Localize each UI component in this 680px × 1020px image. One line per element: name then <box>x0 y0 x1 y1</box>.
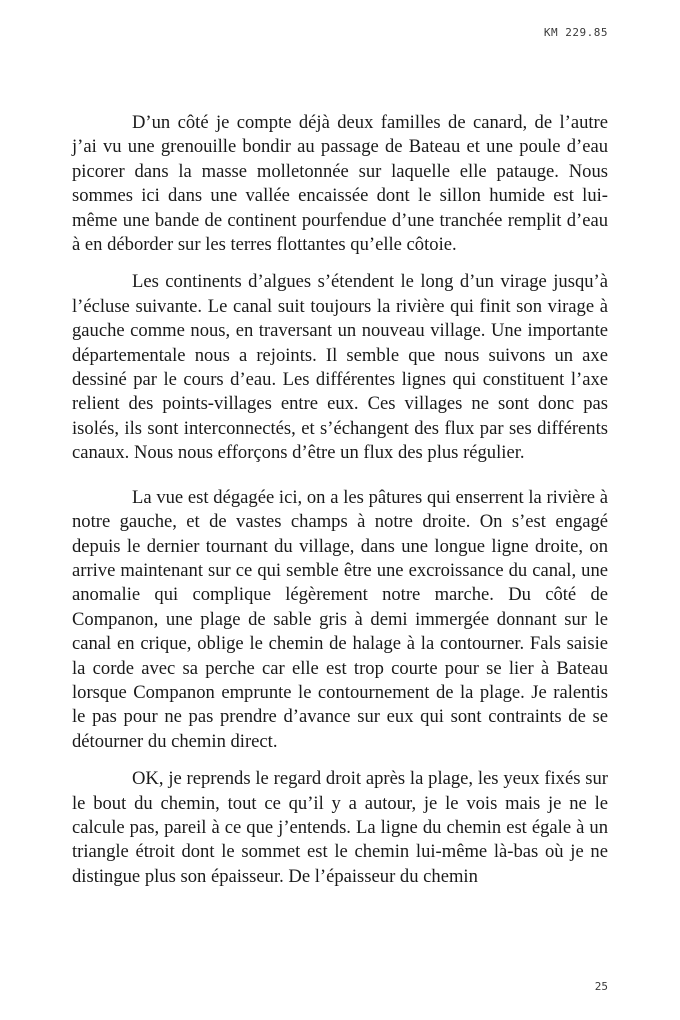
body-text <box>72 111 608 902</box>
paragraph: D’un côté je compte déjà deux familles de canard, de l’autre j’ai vu une grenouille bondir au passage de Bateau et une poule d’eau picorer dans la masse molletonnée sur laquelle elle patauge. Nous sommes ici dans une vallée encaissée dont le sillon humide est lui-même une bande de continent pourfendue d’une tranchée remplit d’eau à en déborder sur les terres flottantes qu’elle côtoie. <box>72 112 608 256</box>
running-header-code: KM 229.85 <box>543 26 608 39</box>
paragraph: La vue est dégagée ici, on a les pâtures qui enserrent la rivière à notre gauche, et de vastes champs à notre droite. On s’est engagé depuis le dernier tournant du village, dans une longue ligne droite, on arrive maintenant sur ce qui semble être une excroissance du canal, une anomalie qui complique légèrement notre marche. Du côté de Companon, une plage de sable gris à demi immergée donnant sur le canal en crique, oblige le chemin de halage à la contourner. Fals saisie la corde avec sa perche car elle est trop courte pour se lier à Bateau lorsque Companon emprunte le contournement de la plage. Je ralentis le pas pour ne pas prendre d’avance sur eux qui sont contraints de se détourner du chemin direct. <box>72 486 608 752</box>
paragraph: Les continents d’algues s’étendent le long d’un virage jusqu’à l’écluse suivante. Le canal suit toujours la rivière qui finit son virage à gauche comme nous, en traversant un nouveau village. Une importante départementale nous a rejoints. Il semble que nous suivons un axe dessiné par le cours d’eau. Les différentes lignes qui constituent l’axe relient des points-villages entre eux. Ces villages ne sont donc pas isolés, ils sont interconnectés, et s’échangent des flux par ses différents canaux. Nous nous efforçons d’être un flux des plus régulier. <box>72 271 608 464</box>
paragraph: OK, je reprends le regard droit après la plage, les yeux fixés sur le bout du chemin, tout ce qu’il y a autour, je le vois mais je ne le calcule pas, pareil à ce que j’entends. La ligne du chemin est égale à un triangle étroit dont le sommet est le chemin lui-même là-bas où je ne distingue plus son épaisseur. De l’épaisseur du chemin <box>72 768 608 887</box>
page-number: 25 <box>594 980 608 993</box>
